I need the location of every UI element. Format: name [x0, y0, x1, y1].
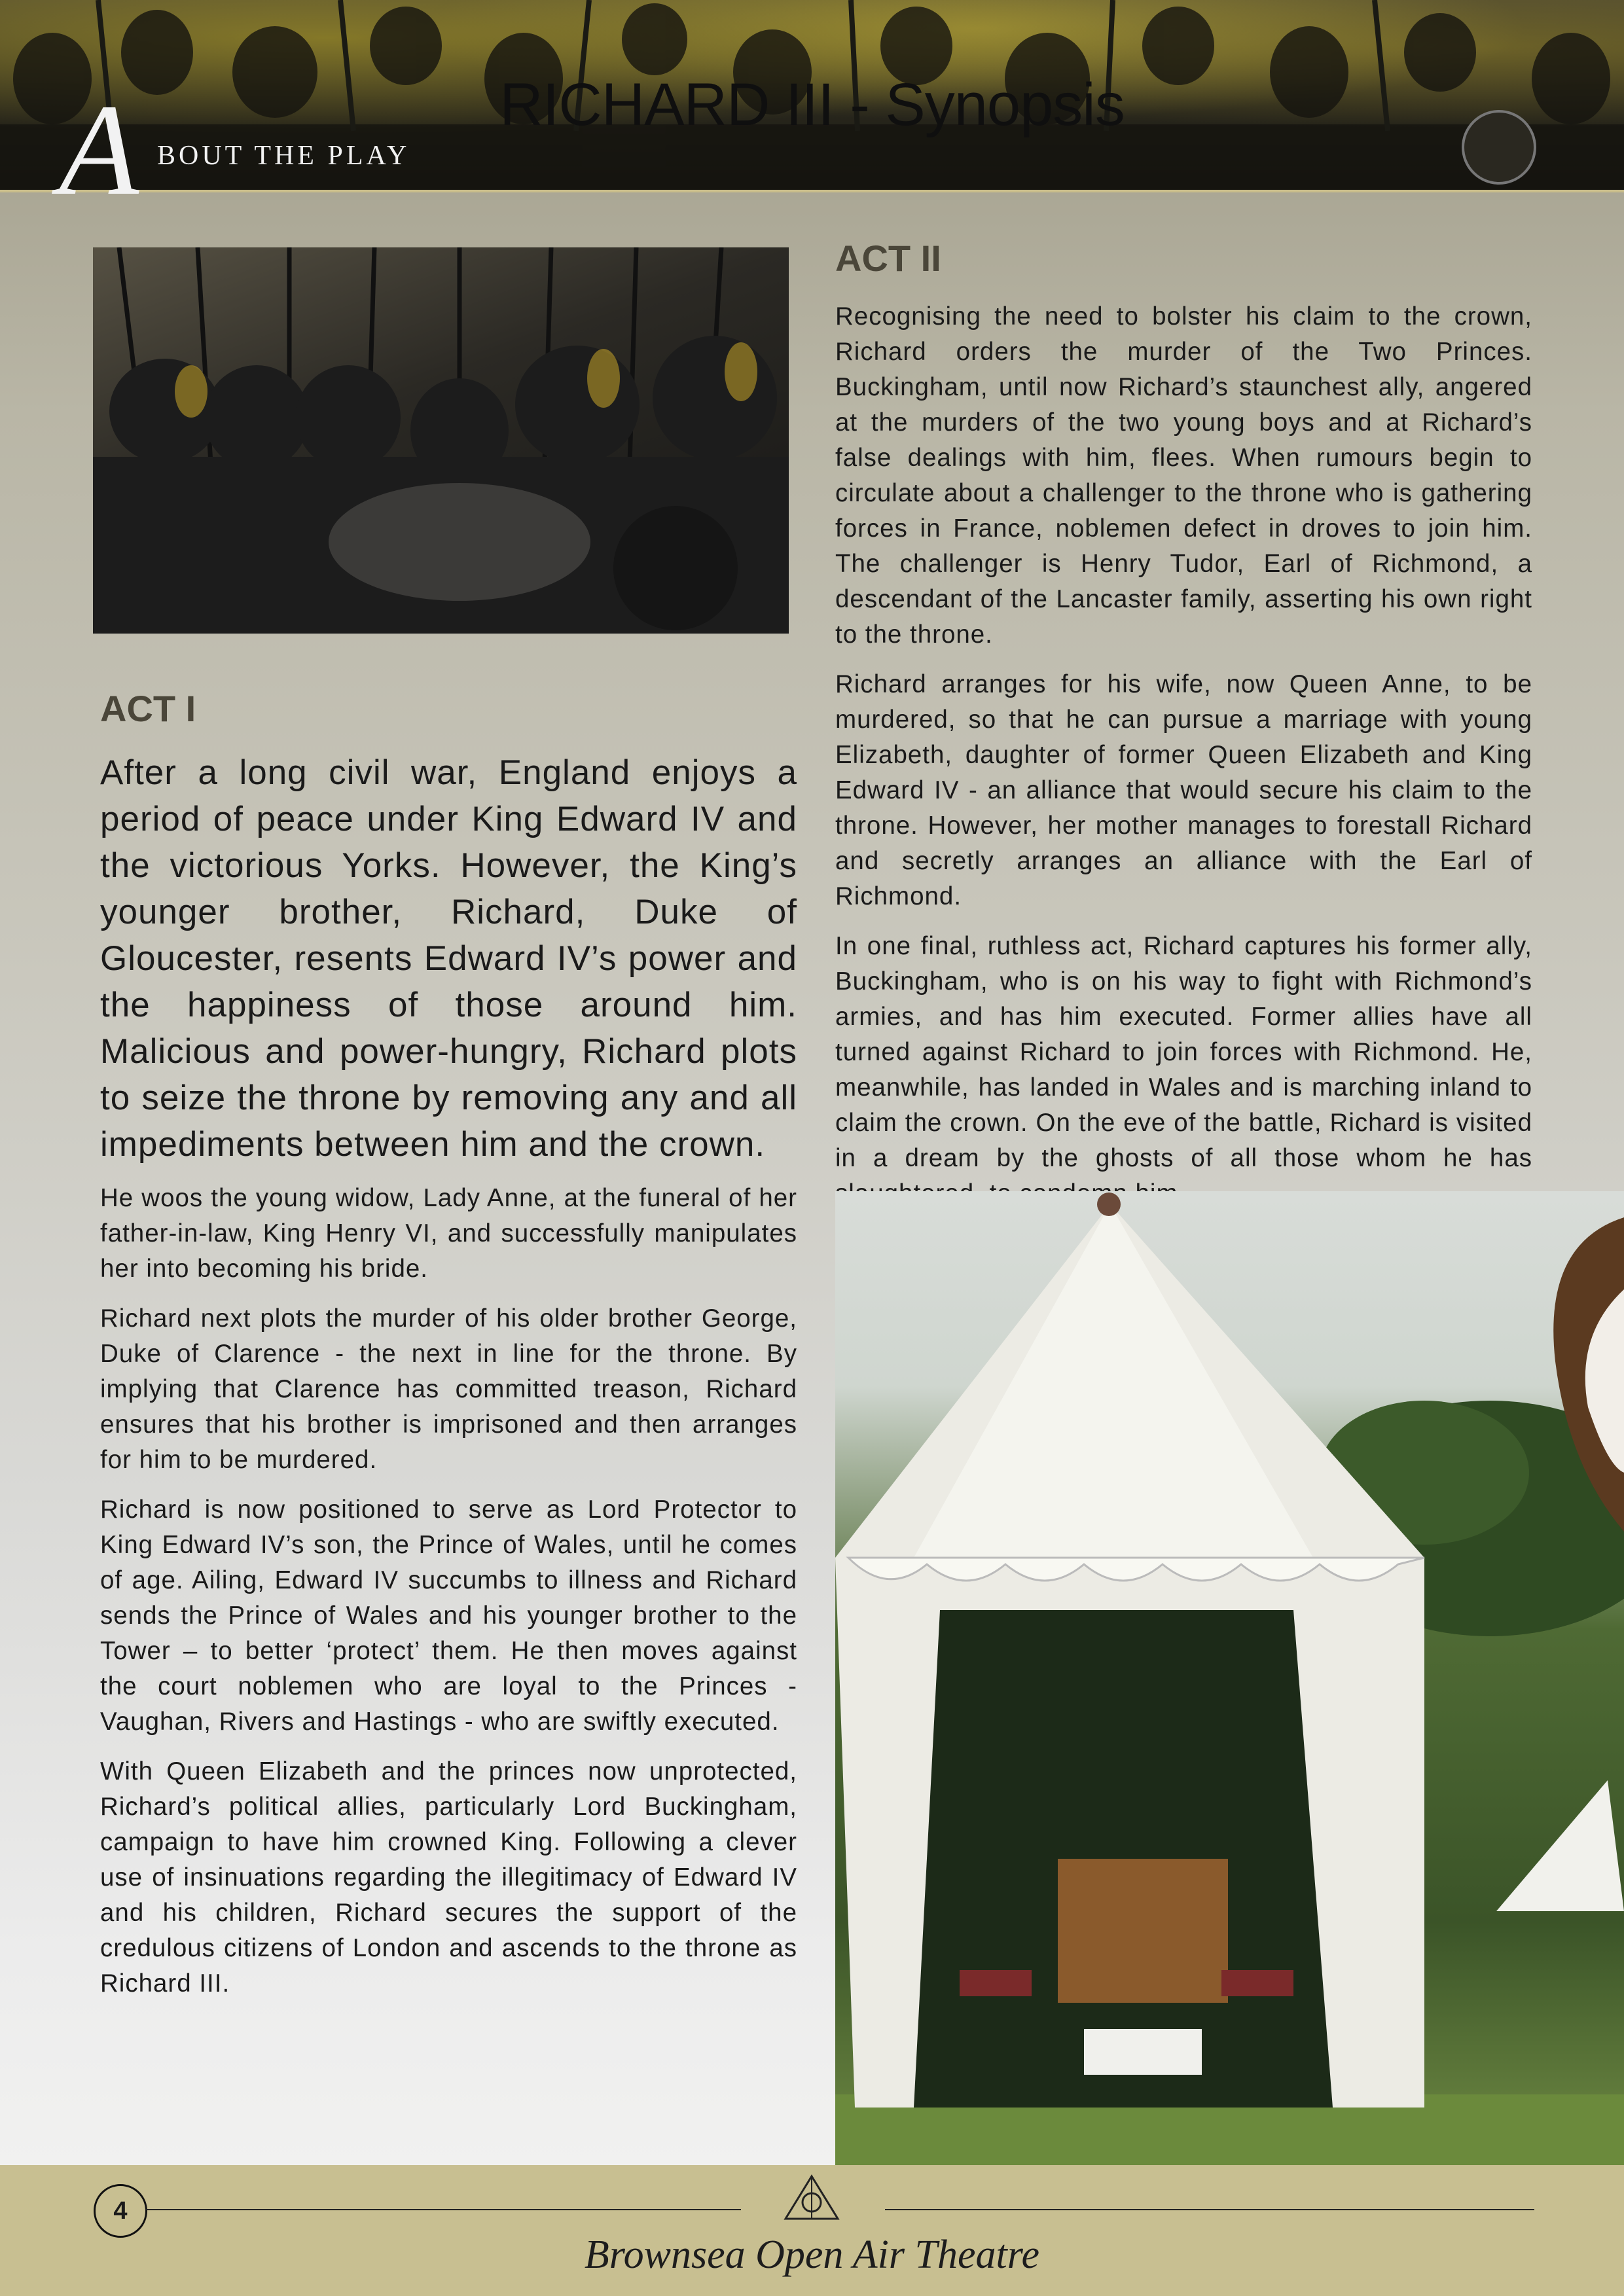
act-one-paragraph: With Queen Elizabeth and the princes now unprotected, Richard’s political allies, particularly Lord Buckingham, campaign to have him crowned King. Following a clever use of insinuations regarding the illegitimacy of Edward IV and his children, Richard secures the support of the credulous citizens of London and ascends to the throne as Richard III. [100, 1757, 797, 1998]
footer-rule-right [885, 2209, 1534, 2210]
page-title: RICHARD III - Synopsis [499, 71, 1125, 138]
section-label-text: BOUT THE PLAY [157, 141, 410, 171]
act-two-section [835, 237, 1532, 1226]
act-two-paragraph: Recognising the need to bolster his claim to the crown, Richard orders the murder of the Two Princes. Buckingham, until now Richard’s staunchest ally, angered at the murders of the two young boys and at Richard’s false dealings with him, flees. When rumours begin to circulate about a challenger to the throne who is gathering forces in France, noblemen defect in droves to join him. The challenger is Henry Tudor, Earl of Richmond, a descendant of the Lancaster family, asserting his own right to the throne. [835, 302, 1532, 649]
soldiers-photo [93, 247, 789, 634]
act-two-paragraph: In one final, ruthless act, Richard captures his former ally, Buckingham, who is on his way to fight with Richmond’s armies, and has him executed. Former allies have all turned against Richard to join forces with Richmond. He, meanwhile, has landed in Wales and is marching inland to claim the crown. On the eve of the battle, Richard is visited in a dream by the ghosts of all those whom he has [835, 932, 1532, 1172]
act-two-paragraph: Richard arranges for his wife, now Queen Anne, to be murdered, so that he can pursue a marriage with young Elizabeth, daughter of former Queen Elizabeth and King Edward IV - an alliance that would secure his claim to the throne. However, her mother manages to forestall Richard and secretly arranges an alliance with the Earl of Richmond. [835, 670, 1532, 910]
act-one-paragraph: He woos the young widow, Lady Anne, at the funeral of her father-in-law, King Henry VI, and successfully manipulates her into becoming his bride. [100, 1184, 797, 1283]
page-number: 4 [94, 2184, 147, 2238]
act-two-heading: ACT II [835, 238, 941, 279]
theatre-crest-icon [779, 2173, 844, 2225]
theatre-brand: Brownsea Open Air Theatre [584, 2233, 1040, 2277]
act-one-lead: After a long civil war, England enjoys a period of peace under King Edward IV and the victorious Yorks. However, the King’s younger brother, Richard, Duke of Gloucester, resents Edward IV’s power and the happiness of those around him. Malicious and power-hungry, Richard plots to seize the throne by removing any and all impediments between him and the crown. [100, 753, 797, 1164]
act-one-paragraph: Richard is now positioned to serve as Lord Protector to King Edward IV’s son, the Prince of Wales, until he comes of age. Ailing, Edward IV succumbs to illness and Richard sends the Prince of Wales and his younger brother to the Tower – to better ‘protect’ them. He then moves against the court noblemen who are loyal to the Princes - Vaughan, Rivers and Hastings - who are swiftly executed. [100, 1496, 797, 1736]
tent-photo [835, 1191, 1624, 2165]
act-one-paragraph: Richard next plots the murder of his older brother George, Duke of Clarence - the next in line for the throne. By implying that Clarence has committed treason, Richard ensures that his brother is imprisoned and then arranges for him to be murdered. [100, 1304, 797, 1474]
section-label [59, 78, 452, 223]
act-one-section [100, 687, 797, 2016]
act-one-heading: ACT I [100, 688, 196, 729]
header-banner [0, 0, 1624, 223]
footer-rule-left [145, 2209, 741, 2210]
section-label-initial: A [59, 78, 139, 223]
